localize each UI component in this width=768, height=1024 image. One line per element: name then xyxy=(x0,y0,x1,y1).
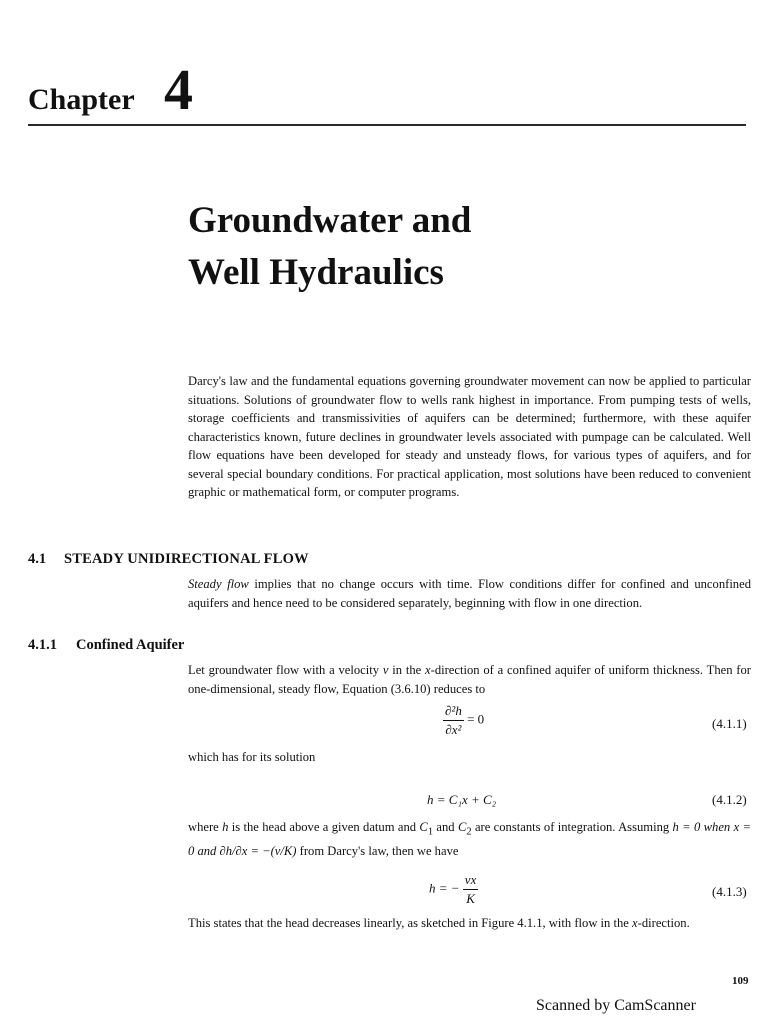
equation-4-1-3 xyxy=(429,872,478,907)
chapter-divider xyxy=(28,124,746,126)
intro-paragraph: Darcy's law and the fundamental equations governing groundwater movement can now be applied to particular situations. Solutions of groundwater flow to wells rank highest in importance. From pumping tests of wells, storage coefficients and transmissivities of aquifers can be determined; furthermore, with these aquifer characteristics known, future declines in groundwater levels associated with pumpage can be calculated. Well flow equations have been developed for steady and unsteady flows, for various types of aquifers, and for several special boundary conditions. For practical application, most solutions have been reduced to convenient graphic or mathematical form, or computer programs. xyxy=(188,374,751,499)
equation-4-1-3-numerator: vx xyxy=(463,872,479,890)
constants-paragraph: where h is the head above a given datum and $C_1$ and $C_2$ are constants of integration. Assuming h = 0 when x = 0 and ∂h/∂x = −(v/K) from Darcy's law, then we have xyxy=(188,820,752,859)
equation-label-4-1-2: (4.1.2) xyxy=(712,792,747,807)
steady-flow-term: Steady flow xyxy=(188,577,249,591)
equation-4-1-1-denominator: ∂x² xyxy=(445,722,462,737)
equation-label-4-1-1: (4.1.1) xyxy=(712,716,747,731)
solution-lead-text: which has for its solution xyxy=(188,750,316,764)
scanner-watermark: Scanned by CamScanner xyxy=(536,997,696,1014)
equation-4-1-1-numerator: ∂²h xyxy=(443,703,464,721)
section-number-4-1: 4.1 xyxy=(28,551,47,567)
chapter-label: Chapter xyxy=(28,83,135,116)
chapter-title-line-2: Well Hydraulics xyxy=(188,252,444,293)
equation-4-1-3-lhs: h = − xyxy=(429,880,460,896)
equation-4-1-3-fraction xyxy=(463,872,479,907)
section-number-4-1-1: 4.1.1 xyxy=(28,637,57,653)
equation-label-4-1-3: (4.1.3) xyxy=(712,884,747,899)
equation-4-1-1-rhs: = 0 xyxy=(467,711,485,727)
steady-flow-paragraph xyxy=(188,575,751,612)
linear-decrease-paragraph: This states that the head decreases linearly, as sketched in Figure 4.1.1, with flow in the x-direction. xyxy=(188,916,690,930)
equation-4-1-2: h = C₁x + C₂ xyxy=(427,792,497,807)
section-title-4-1: STEADY UNIDIRECTIONAL FLOW xyxy=(64,551,309,567)
equation-4-1-1 xyxy=(443,703,484,738)
equation-4-1-3-denominator: K xyxy=(466,891,475,906)
page-number: 109 xyxy=(732,975,749,987)
confined-intro-paragraph: Let groundwater flow with a velocity v in the x-direction of a confined aquifer of uniform thickness. Then for one-dimensional, steady flow, Equation (3.6.10) reduces to xyxy=(188,663,751,696)
section-title-4-1-1: Confined Aquifer xyxy=(76,637,185,653)
chapter-title-line-1: Groundwater and xyxy=(188,200,472,241)
steady-flow-text: implies that no change occurs with time. Flow conditions differ for confined and unconfined aquifers and hence need to be considered separately, beginning with flow in one direction. xyxy=(188,577,751,610)
chapter-number: 4 xyxy=(164,57,193,122)
equation-4-1-1-fraction xyxy=(443,703,464,738)
